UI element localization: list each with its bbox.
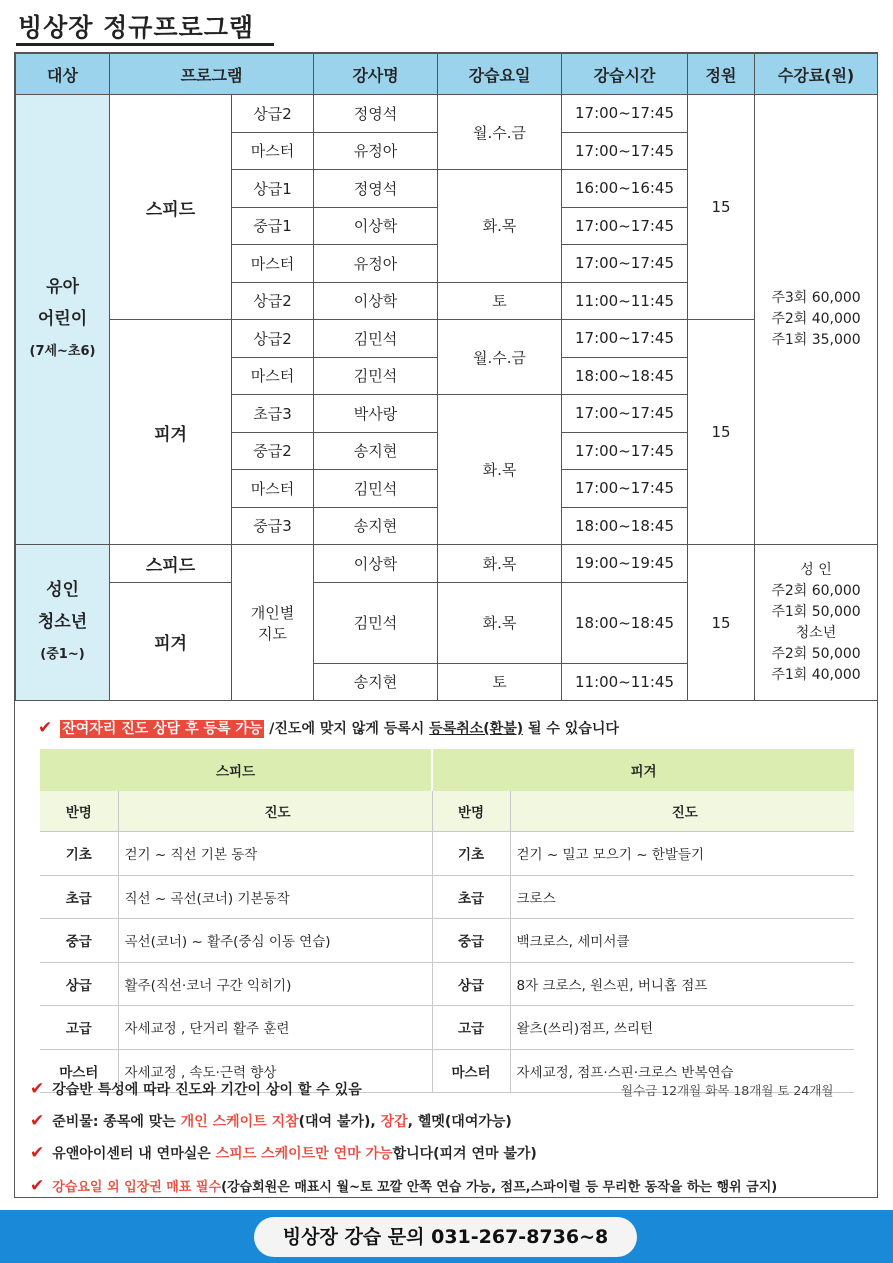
table-row: [16, 545, 878, 583]
note-ticket: ✔ 강습요일 외 입장권 매표 필수(강습회원은 매표시 월~토 꼬깔 안쪽 연습 가능, 점프,스파이럴 등 무리한 동작을 하는 행위 금지): [30, 1176, 778, 1196]
days-cell: 화.목: [438, 582, 562, 663]
level-cell: 중급1: [232, 207, 314, 245]
instructor-cell: 이상학: [314, 545, 438, 583]
days-cell: 화.목: [438, 395, 562, 545]
level-cell: 중급2: [232, 432, 314, 470]
progress-column-header: 반명 진도 반명 진도: [40, 791, 854, 832]
days-cell: 월.수.금: [438, 320, 562, 395]
schedule-table: [15, 53, 878, 701]
instructor-cell: 유정아: [314, 132, 438, 170]
notice-highlight: 잔여자리 진도 상담 후 등록 가능: [62, 721, 263, 737]
level-cell: 개인별 지도: [232, 545, 314, 701]
fee-adults: 성 인 주2회 60,000 주1회 50,000 청소년 주2회 50,000 주1회 40,000: [755, 545, 878, 701]
header-target: 대상: [16, 54, 110, 95]
instructor-cell: 송지현: [314, 663, 438, 701]
time-cell: 18:00~18:45: [562, 507, 688, 545]
level-cell: 상급1: [232, 170, 314, 208]
time-cell: 11:00~11:45: [562, 663, 688, 701]
instructor-cell: 유정아: [314, 245, 438, 283]
table-row: 중급 곡선(코너) ~ 활주(중심 이동 연습) 중급 백크로스, 세미서클: [40, 919, 854, 963]
fee-kids: 주3회 60,000 주2회 40,000 주1회 35,000: [755, 95, 878, 545]
check-icon: ✔: [30, 1111, 45, 1131]
header-time: 강습시간: [562, 54, 688, 95]
instructor-cell: 송지현: [314, 507, 438, 545]
table-row: [16, 320, 878, 358]
level-cell: 초급3: [232, 395, 314, 433]
table-row: 마스터 자세교정 , 속도·근력 향상 마스터 자세교정, 점프·스핀·크로스 반복연습: [40, 1049, 854, 1093]
time-cell: 17:00~17:45: [562, 395, 688, 433]
level-cell: 상급2: [232, 95, 314, 133]
instructor-cell: 김민석: [314, 357, 438, 395]
time-cell: 11:00~11:45: [562, 282, 688, 320]
time-cell: 17:00~17:45: [562, 320, 688, 358]
time-cell: 16:00~16:45: [562, 170, 688, 208]
progress-section-header: [40, 749, 854, 791]
schedule-header-row: [16, 54, 878, 95]
note-progress-period: ✔ 강습반 특성에 따라 진도와 기간이 상이 할 수 있음: [30, 1079, 362, 1099]
time-cell: 17:00~17:45: [562, 245, 688, 283]
header-fee: 수강료(원): [755, 54, 878, 95]
table-row: [16, 95, 878, 133]
check-icon: ✔: [30, 1176, 45, 1196]
program-figure: 피겨: [110, 320, 232, 545]
time-cell: 19:00~19:45: [562, 545, 688, 583]
header-program: 프로그램: [110, 54, 314, 95]
note-period-detail: 월수금 12개월 화목 18개월 토 24개월: [621, 1083, 834, 1098]
level-cell: 마스터: [232, 470, 314, 508]
time-cell: 17:00~17:45: [562, 470, 688, 508]
table-row: 고급 자세교정 , 단거리 활주 훈련 고급 왈츠(쓰리)점프, 쓰리턴: [40, 1006, 854, 1050]
capacity-cell: 15: [688, 95, 755, 320]
level-cell: 마스터: [232, 357, 314, 395]
table-row: 상급 활주(직선·코너 구간 익히기) 상급 8자 크로스, 원스핀, 버니홉 점프: [40, 962, 854, 1006]
header-instructor: 강사명: [314, 54, 438, 95]
time-cell: 18:00~18:45: [562, 582, 688, 663]
title-underline: [16, 43, 274, 46]
time-cell: 17:00~17:45: [562, 207, 688, 245]
check-icon: ✔: [30, 1079, 45, 1099]
instructor-cell: 김민석: [314, 470, 438, 508]
speed-section-title: 스피드: [40, 749, 432, 791]
note-sharpening: ✔ 유앤아이센터 내 연마실은 스피드 스케이트만 연마 가능합니다(피겨 연마 불가): [30, 1143, 537, 1163]
program-speed: 스피드: [110, 95, 232, 320]
instructor-cell: 이상학: [314, 282, 438, 320]
table-row: 초급 직선 ~ 곡선(코너) 기본동작 초급 크로스: [40, 875, 854, 919]
days-cell: 월.수.금: [438, 95, 562, 170]
instructor-cell: 김민석: [314, 582, 438, 663]
level-cell: 중급3: [232, 507, 314, 545]
instructor-cell: 송지현: [314, 432, 438, 470]
check-icon: ✔: [38, 718, 53, 738]
check-icon: ✔: [30, 1143, 45, 1163]
category-kids: 유아 어린이 (7세~초6): [16, 95, 110, 545]
capacity-cell: 15: [688, 545, 755, 701]
registration-notice: ✔ 잔여자리 진도 상담 후 등록 가능 /진도에 맞지 않게 등록시 등록취소(환불) 될 수 있습니다: [38, 718, 619, 738]
category-adults: 성인 청소년 (중1~): [16, 545, 110, 701]
time-cell: 17:00~17:45: [562, 132, 688, 170]
page-title: 빙상장 정규프로그램: [18, 13, 255, 42]
time-cell: 18:00~18:45: [562, 357, 688, 395]
table-row: 기초 걷기 ~ 직선 기본 동작 기초 걷기 ~ 밀고 모으기 ~ 한발들기: [40, 832, 854, 876]
days-cell: 화.목: [438, 545, 562, 583]
level-cell: 상급2: [232, 320, 314, 358]
instructor-cell: 박사랑: [314, 395, 438, 433]
days-cell: 화.목: [438, 170, 562, 283]
level-cell: 마스터: [232, 245, 314, 283]
refund-notice: 등록취소(환불): [429, 721, 524, 737]
level-cell: 마스터: [232, 132, 314, 170]
program-figure: 피겨: [110, 582, 232, 701]
note-equipment: ✔ 준비물: 종목에 맞는 개인 스케이트 지참(대여 불가), 장갑, 헬멧(대여가능): [30, 1111, 512, 1131]
header-days: 강습요일: [438, 54, 562, 95]
time-cell: 17:00~17:45: [562, 432, 688, 470]
time-cell: 17:00~17:45: [562, 95, 688, 133]
level-cell: 상급2: [232, 282, 314, 320]
instructor-cell: 이상학: [314, 207, 438, 245]
instructor-cell: 정영석: [314, 170, 438, 208]
instructor-cell: 정영석: [314, 95, 438, 133]
days-cell: 토: [438, 663, 562, 701]
days-cell: 토: [438, 282, 562, 320]
program-speed: 스피드: [110, 545, 232, 583]
figure-section-title: 피겨: [432, 749, 854, 791]
header-capacity: 정원: [688, 54, 755, 95]
capacity-cell: 15: [688, 320, 755, 545]
instructor-cell: 김민석: [314, 320, 438, 358]
progress-table: [40, 749, 854, 1093]
contact-info: 빙상장 강습 문의 031-267-8736~8: [254, 1217, 637, 1257]
